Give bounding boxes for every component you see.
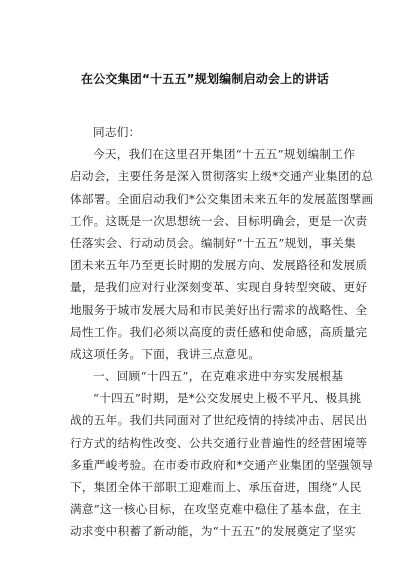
paragraph-1-line: 地服务于城市发展大局和市民美好出行需求的战略性、全 (70, 302, 368, 317)
document-title: 在公交集团“十五五”规划编制启动会上的讲话 (81, 72, 329, 86)
paragraph-1-line: 量，是我们应对行业深刻变革、实现自身转型突破、更好 (70, 280, 368, 295)
paragraph-2-line: 多重严峻考验。在市委市政府和*交通产业集团的坚强领导 (70, 457, 374, 472)
paragraph-1-line: 启动会，主要任务是深入贯彻落实上级*交通产业集团的总 (70, 169, 374, 184)
section-heading-1: 一、回顾“十四五”，在克难求进中夯实发展根基 (93, 369, 344, 384)
paragraph-1-line: 工作。这既是一次思想统一会、目标明确会，更是一次责 (70, 213, 368, 228)
paragraph-2-line: 下，集团全体干部职工迎难而上、承压奋进，围绕“人民 (70, 480, 362, 494)
paragraph-1-line: 团未来五年乃至更长时期的发展方向、发展路径和发展质 (70, 258, 368, 273)
salutation: 同志们： (93, 125, 141, 139)
paragraph-1-line: 任落实会、行动动员会。编制好“十五五”规划，事关集 (70, 235, 357, 250)
paragraph-2-line: 战的五年。我们共同面对了世纪疫情的持续冲击、居民出 (70, 413, 368, 428)
paragraph-1-line: 今天，我们在这里召开集团“十五五”规划编制工作 (93, 147, 356, 162)
paragraph-2-line: 满意”这一核心目标，在攻坚克难中稳住了基本盘，在主 (70, 502, 362, 517)
paragraph-2-line: 行方式的结构性改变、公共交通行业普遍性的经营困境等 (70, 435, 368, 450)
paragraph-1-line: 成这项任务。下面，我讲三点意见。 (70, 346, 261, 361)
paragraph-1-line: 体部署。全面启动我们*公交集团未来五年的发展蓝图擘画 (70, 191, 374, 206)
paragraph-2-line: “十四五”时期，是*公交发展史上极不平凡、极具挑 (93, 391, 362, 406)
document-body (70, 121, 374, 543)
paragraph-1-line: 局性工作。我们必须以高度的责任感和使命感，高质量完 (70, 324, 368, 339)
paragraph-2-line: 动求变中积蓄了新动能，为“十五五”的发展奠定了坚实 (70, 524, 357, 539)
